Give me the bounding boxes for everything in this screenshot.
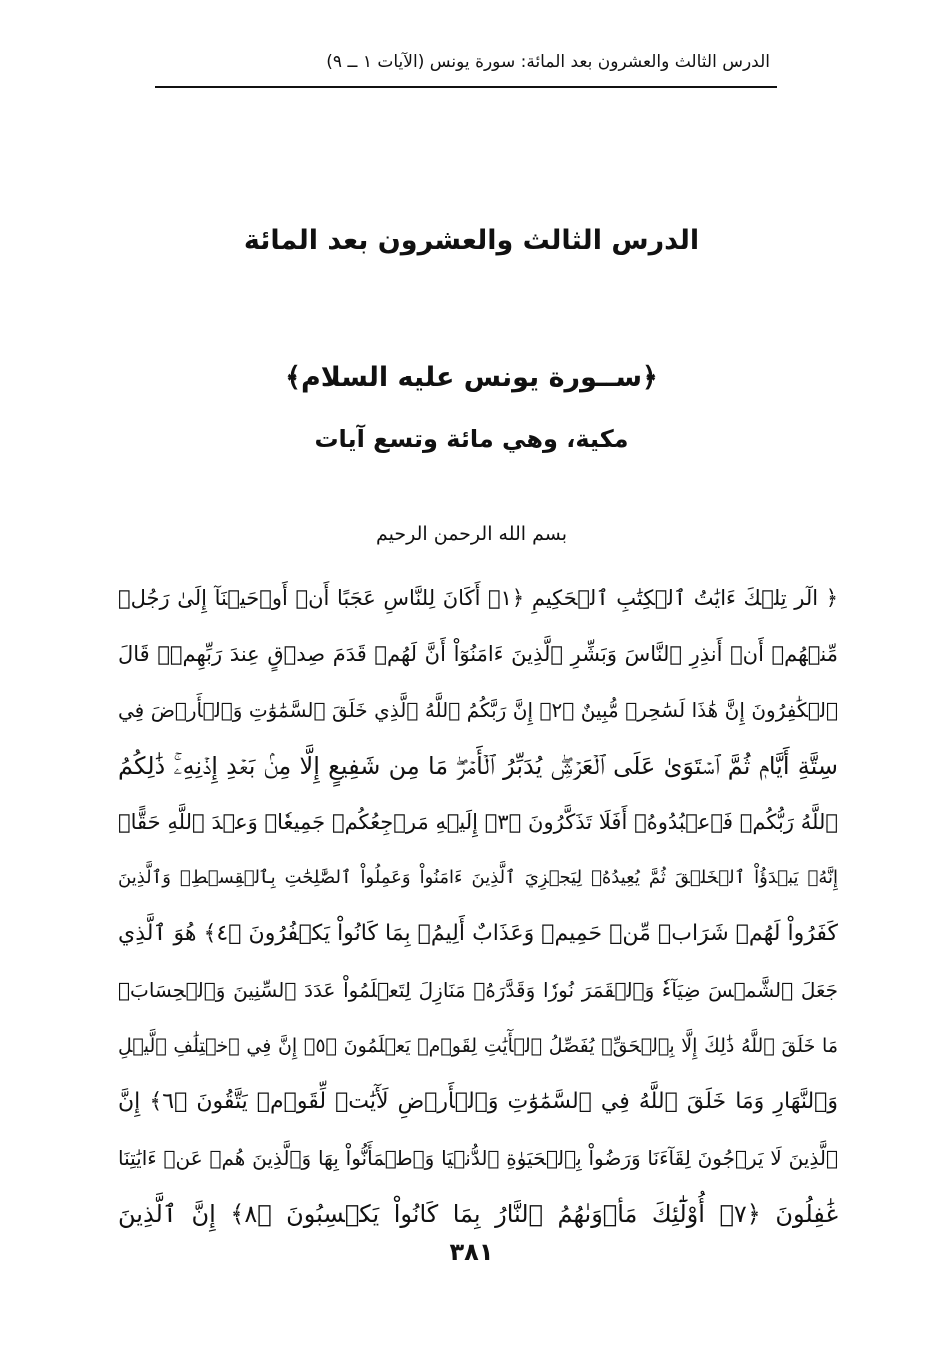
verse-line: مَا خَلَقَ ٱللَّهُ ذَٰلِكَ إِلَّا بِٱلۡحَقِّۚ يُفَصِّلُ ٱلۡأٓيَٰتِ لِقَوۡمٖ يَعۡلَمُونَ ﴿٥﴾ إِنَّ فِي ٱخۡتِلَٰفِ ٱلَّيۡلِ [118,1035,838,1057]
verse-line: وَٱلنَّهَارِ وَمَا خَلَقَ ٱللَّهُ فِي ٱلسَّمَٰوَٰتِ وَٱلۡأَرۡضِ لَأٓيَٰتٖ لِّقَوۡمٖ يَتَّقُونَ ﴿٦﴾ إِنَّ [118,1089,838,1114]
verse-line: ﴿ الٓر تِلۡكَ ءَايَٰتُ ٱلۡكِتَٰبِ ٱلۡحَكِيمِ ﴿١﴾ أَكَانَ لِلنَّاسِ عَجَبًا أَنۡ أَوۡحَيۡنَآ إِلَىٰ رَجُلٖ [118,586,838,610]
lesson-title: الدرس الثالث والعشرون بعد المائة [243,225,700,256]
verse-line: سِتَّةِ أَيَّامٖ ثُمَّ ٱسۡتَوَىٰ عَلَى ٱلۡعَرۡشِۖ يُدَبِّرُ ٱلۡأَمۡرَۖ مَا مِن شَفِيعٍ إِلَّا مِنۢ بَعۡدِ إِذۡنِهِۦۚ ذَٰلِكُمُ [118,752,838,780]
surah-subtitle: مكية، وهي مائة وتسع آيات [314,425,629,453]
verse-line: كَفَرُواْ لَهُمۡ شَرَابٞ مِّنۡ حَمِيمٖ وَعَذَابٌ أَلِيمُۢ بِمَا كَانُواْ يَكۡفُرُونَ ﴿٤﴾ هُوَ ٱلَّذِي [118,921,838,946]
surah-title: ﴿ســورة يونس عليه السلام﴾ [285,362,658,393]
basmala: بسم الله الرحمن الرحيم [376,523,567,545]
verse-line: غَٰفِلُونَ ﴿٧﴾ أُوْلَٰٓئِكَ مَأۡوَىٰهُمُ ٱلنَّارُ بِمَا كَانُواْ يَكۡسِبُونَ ﴿٨﴾ إِنَّ ٱلَّذِينَ [118,1200,838,1228]
verse-line: إِنَّهُۥ يَبۡدَؤُاْ ٱلۡخَلۡقَ ثُمَّ يُعِيدُهُۥ لِيَجۡزِيَ ٱلَّذِينَ ءَامَنُواْ وَعَمِلُواْ ٱلصَّٰلِحَٰتِ بِٱلۡقِسۡطِۚ وَٱلَّذِينَ [118,867,838,888]
verse-line: ٱلَّذِينَ لَا يَرۡجُونَ لِقَآءَنَا وَرَضُواْ بِٱلۡحَيَوٰةِ ٱلدُّنۡيَا وَٱطۡمَأَنُّواْ بِهَا وَٱلَّذِينَ هُمۡ عَنۡ ءَايَٰتِنَا [118,1146,838,1170]
verse-line: ٱلۡكَٰفِرُونَ إِنَّ هَٰذَا لَسَٰحِرٞ مُّبِينٌ ﴿٢﴾ إِنَّ رَبَّكُمُ ٱللَّهُ ٱلَّذِي خَلَقَ ٱلسَّمَٰوَٰتِ وَٱلۡأَرۡضَ فِي [118,698,838,722]
verse-line: جَعَلَ ٱلشَّمۡسَ ضِيَآءٗ وَٱلۡقَمَرَ نُورٗا وَقَدَّرَهُۥ مَنَازِلَ لِتَعۡلَمُواْ عَدَدَ ٱلسِّنِينَ وَٱلۡحِسَابَۚ [118,978,838,1002]
verse-line: ٱللَّهُ رَبُّكُمۡ فَٱعۡبُدُوهُۚ أَفَلَا تَذَكَّرُونَ ﴿٣﴾ إِلَيۡهِ مَرۡجِعُكُمۡ جَمِيعٗاۖ وَعۡدَ ٱللَّهِ حَقًّاۚ [118,810,838,834]
verses-block [118,570,838,1242]
running-header: الدرس الثالث والعشرون بعد المائة: سورة يونس (الآيات ١ ــ ٩) [326,52,770,72]
page-number: ٣٨١ [449,1238,494,1266]
header-divider [155,86,777,88]
verse-line: مِّنۡهُمۡ أَنۡ أَنذِرِ ٱلنَّاسَ وَبَشِّرِ ٱلَّذِينَ ءَامَنُوٓاْ أَنَّ لَهُمۡ قَدَمَ صِدۡقٍ عِندَ رَبِّهِمۡۗ قَالَ [118,642,838,666]
